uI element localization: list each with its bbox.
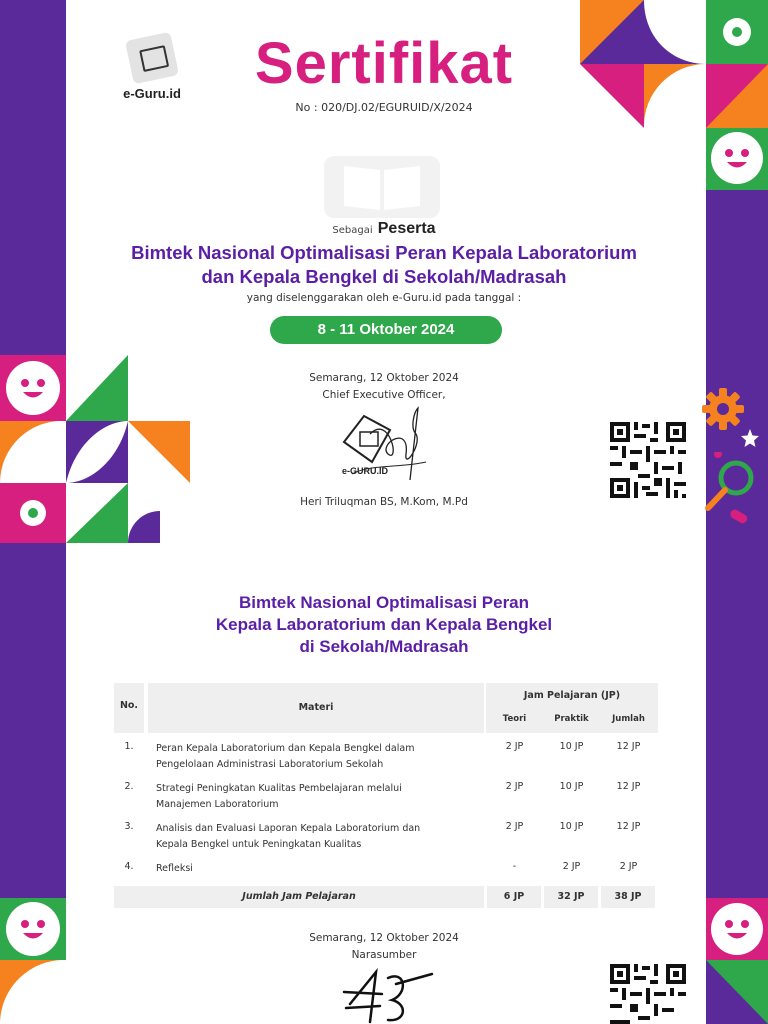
row-number: 3.	[124, 821, 134, 832]
row-teori: 2 JP	[505, 821, 524, 832]
ceo-position: Chief Executive Officer,	[322, 389, 446, 401]
total-label: Jumlah Jam Pelajaran	[114, 886, 484, 908]
row-jumlah: 12 JP	[616, 781, 641, 792]
header-materi: Materi	[148, 683, 484, 733]
header-no: No.	[114, 683, 144, 733]
row-materi	[156, 821, 476, 853]
row-materi-line-1: Analisis dan Evaluasi Laporan Kepala Laboratorium dan	[156, 823, 421, 834]
smiley-icon	[6, 902, 60, 956]
event-title	[0, 241, 768, 289]
organizer-statement: yang diselenggarakan oleh e-Guru.id pada tanggal :	[246, 292, 522, 304]
row-praktik: 10 JP	[559, 821, 584, 832]
left-decor-tile-5	[128, 421, 190, 483]
right-decor-tile-7	[706, 128, 768, 190]
event-title-line-2: dan Kepala Bengkel di Sekolah/Madrasah	[201, 266, 567, 287]
curriculum-title	[0, 592, 768, 658]
header-jp-title: Jam Pelajaran (JP)	[523, 690, 621, 701]
magnifier-icon	[702, 452, 762, 528]
row-teori: 2 JP	[505, 781, 524, 792]
row-materi-line-2: Kepala Bengkel untuk Peningkatan Kualitas	[156, 839, 362, 850]
ceo-name: Heri Triluqman BS, M.Kom, M.Pd	[300, 496, 468, 508]
qr-code-icon	[608, 420, 688, 500]
total-row	[114, 886, 658, 908]
stamp-text: e-GURU.ID	[342, 466, 389, 476]
row-materi	[156, 861, 476, 877]
speaker-signature	[336, 964, 436, 1024]
header-praktik: Praktik	[554, 714, 589, 724]
event-title-line-1: Bimtek Nasional Optimalisasi Peran Kepala Laboratorium	[131, 242, 637, 263]
ceo-place-date: Semarang, 12 Oktober 2024	[309, 372, 459, 384]
header-jumlah: Jumlah	[612, 714, 645, 724]
row-praktik: 10 JP	[559, 741, 584, 752]
left-decor-tile-10	[0, 960, 66, 1024]
row-teori: 2 JP	[505, 741, 524, 752]
row-number: 2.	[124, 781, 134, 792]
smiley-icon	[6, 361, 60, 415]
smiley-icon	[711, 132, 763, 184]
row-materi-line-1: Strategi Peningkatan Kualitas Pembelajaran melalui	[156, 783, 402, 794]
curriculum-title-line-3: di Sekolah/Madrasah	[299, 637, 469, 656]
row-materi	[156, 781, 476, 813]
ceo-signature-stamp	[330, 404, 440, 490]
right-decor-tile-9	[706, 960, 768, 1024]
row-teori: -	[512, 861, 517, 872]
curriculum-title-line-2: Kepala Laboratorium dan Kepala Bengkel	[215, 615, 553, 634]
row-number: 1.	[124, 741, 134, 752]
row-materi	[156, 741, 476, 773]
certificate-number: No : 020/DJ.02/EGURUID/X/2024	[295, 101, 473, 114]
role-prefix: Sebagai	[332, 225, 373, 236]
event-date-badge: 8 - 11 Oktober 2024	[270, 316, 502, 344]
participant-role	[0, 218, 768, 238]
speaker-place-date: Semarang, 12 Oktober 2024	[309, 932, 459, 944]
watermark-book-icon	[322, 150, 442, 222]
qr-code-icon	[608, 962, 688, 1024]
left-decor-tile-8	[128, 483, 190, 543]
total-jumlah: 38 JP	[601, 886, 655, 908]
row-jumlah: 12 JP	[616, 821, 641, 832]
row-praktik: 2 JP	[562, 861, 581, 872]
header-jam-pelajaran	[486, 683, 658, 733]
row-materi-line-2: Pengelolaan Administrasi Laboratorium Sekolah	[156, 759, 384, 770]
header-teori: Teori	[502, 714, 527, 724]
left-decor-tile-1	[0, 355, 66, 421]
role-label: Peserta	[377, 220, 436, 237]
left-decor-tile-3	[0, 421, 66, 483]
certificate-title: Sertifikat	[254, 31, 514, 96]
row-jumlah: 2 JP	[619, 861, 638, 872]
speaker-position: Narasumber	[351, 949, 417, 961]
row-materi-line-1: Peran Kepala Laboratorium dan Kepala Bengkel dalam	[156, 743, 415, 754]
row-materi-line-2: Manajemen Laboratorium	[156, 799, 279, 810]
row-praktik: 10 JP	[559, 781, 584, 792]
logo-text: e-Guru.id	[123, 86, 181, 101]
star-icon	[740, 428, 760, 448]
row-jumlah: 12 JP	[616, 741, 641, 752]
total-teori: 6 JP	[487, 886, 541, 908]
left-decor-tile-6	[0, 483, 66, 543]
row-number: 4.	[124, 861, 134, 872]
left-decor-tile-7	[66, 483, 128, 543]
left-decor-tile-4	[66, 421, 128, 483]
row-materi-line-1: Refleksi	[156, 863, 193, 874]
smiley-icon	[711, 903, 763, 955]
left-decor-tile-2	[66, 355, 128, 421]
curriculum-title-line-1: Bimtek Nasional Optimalisasi Peran	[238, 593, 530, 612]
total-praktik: 32 JP	[544, 886, 598, 908]
